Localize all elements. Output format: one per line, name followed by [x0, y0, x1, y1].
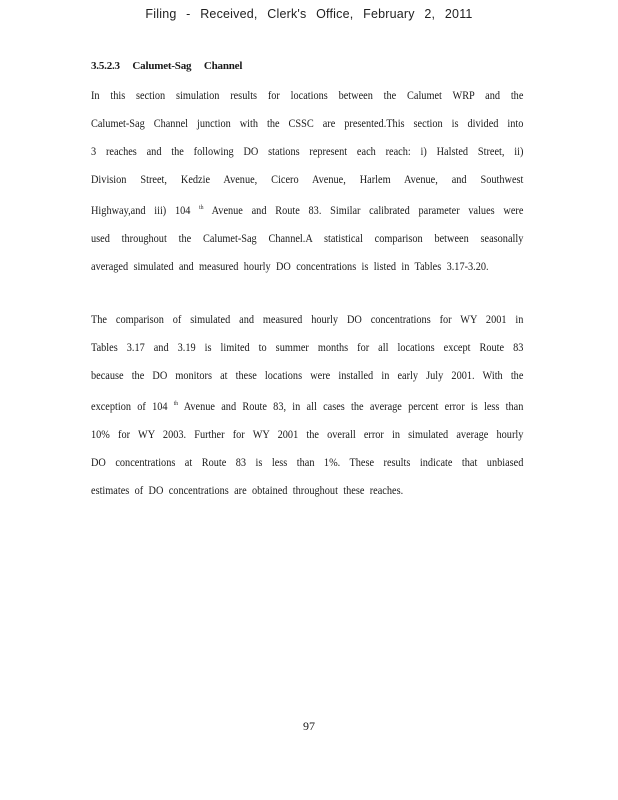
text-line: The comparison of simulated and measured hourly DO concentrations for WY 2001 in [91, 314, 524, 326]
text-line: Calumet-Sag Channel junction with the CSSC are presented.This section is divided into [91, 118, 524, 130]
text-fragment: exception of 104 [91, 401, 168, 413]
text-fragment: Avenue and Route 83, in all cases the average percent error is less than [183, 401, 524, 413]
text-line [91, 194, 523, 225]
text-line: 10% for WY 2003. Further for WY 2001 the overall error in simulated average hourly [91, 429, 524, 441]
section-number: 3.5.2.3 [91, 60, 120, 72]
text-line: 3 reaches and the following DO stations represent each reach: i) Halsted Street, ii) [91, 146, 524, 158]
paragraph-intro [91, 82, 523, 281]
page-number: 97 [303, 719, 315, 733]
text-line: averaged simulated and measured hourly DO concentrations is listed in Tables 3.17-3.20. [91, 261, 489, 273]
text-line: In this section simulation results for locations between the Calumet WRP and the [91, 90, 524, 102]
page-header: Filing - Received, Clerk's Office, February 2, 2011 [145, 7, 473, 21]
ordinal-superscript: th [199, 205, 204, 211]
text-line: estimates of DO concentrations are obtained throughout these reaches. [91, 485, 404, 497]
text-line [91, 390, 523, 421]
text-line: because the DO monitors at these locations were installed in early July 2001. With the [91, 370, 524, 382]
text-line: used throughout the Calumet-Sag Channel.A statistical comparison between seasonally [91, 233, 524, 245]
ordinal-superscript: th [173, 401, 179, 407]
section-heading [91, 60, 242, 72]
paragraph-comparison [91, 306, 523, 505]
text-line: Tables 3.17 and 3.19 is limited to summer months for all locations except Route 83 [91, 342, 524, 354]
text-fragment: Highway,and iii) 104 [91, 205, 191, 217]
text-line: Division Street, Kedzie Avenue, Cicero Avenue, Harlem Avenue, and Southwest [91, 174, 524, 186]
text-line: DO concentrations at Route 83 is less than 1%. These results indicate that unbiased [91, 457, 524, 469]
section-title: Calumet-Sag Channel [132, 60, 243, 72]
text-fragment: Avenue and Route 83. Similar calibrated parameter values were [211, 205, 524, 217]
